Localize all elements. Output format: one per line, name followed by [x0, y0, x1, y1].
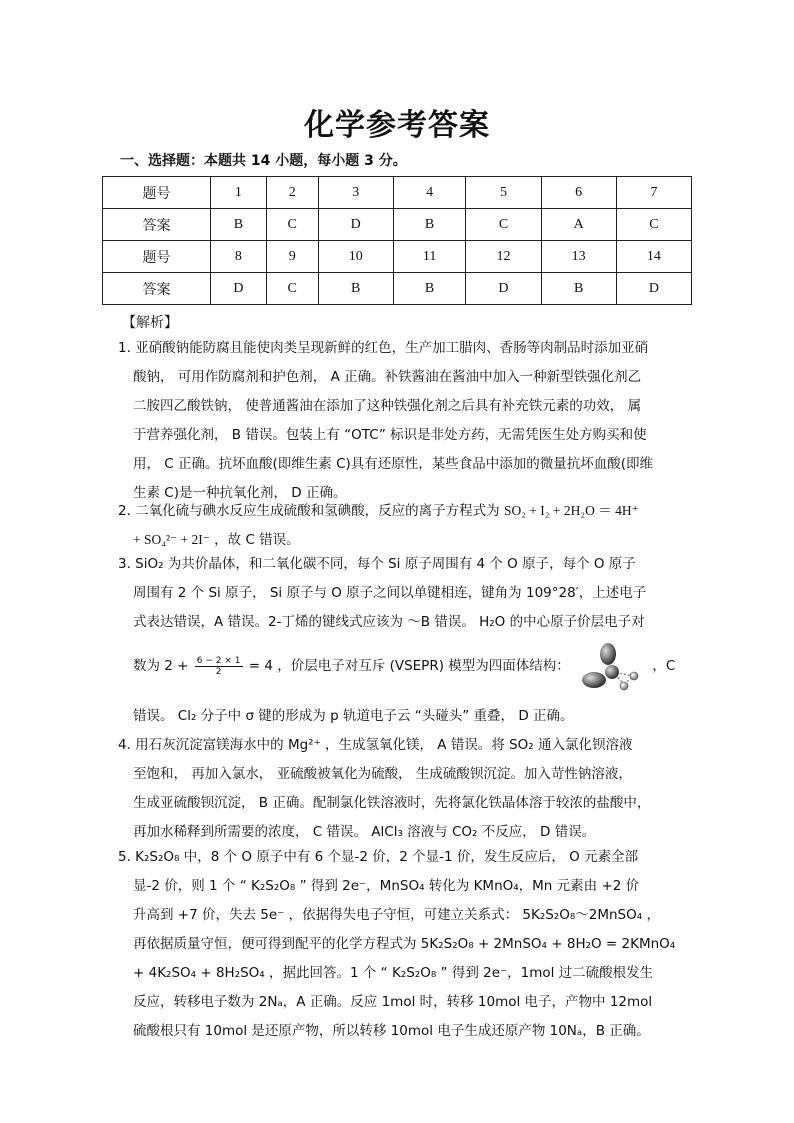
- table-cell: 13: [541, 241, 616, 273]
- text-line: 升高到 +7 价，失去 5e⁻ ，依据得失电子守恒，可建立关系式： 5K₂S₂O₈～2MnSO₄ ，: [133, 907, 660, 923]
- table-cell: 5: [466, 177, 541, 209]
- table-cell: 12: [466, 241, 541, 273]
- text-line: 显-2 价，则 1 个 “ K₂S₂O₈ ” 得到 2e⁻，MnSO₄ 转化为 KMnO₄，Mn 元素由 +2 价: [133, 878, 640, 894]
- table-cell: 9: [266, 241, 318, 273]
- equation: + SO₄²⁻ + 2I⁻: [133, 532, 210, 547]
- water-tetrahedral-model-icon: [578, 642, 642, 698]
- question-3-explanation: [118, 550, 696, 637]
- text-line: 4. 用石灰沉淀富镁海水中的 Mg²⁺ ，生成氢氧化镁， A 错误。将 SO₂ 通入氯化钡溶液: [118, 737, 633, 753]
- row-header-cell: 题号: [103, 241, 211, 273]
- table-cell: 8: [211, 241, 267, 273]
- table-cell: 10: [318, 241, 393, 273]
- section-heading: 一、选择题：本题共 14 小题，每小题 3 分。: [120, 153, 407, 169]
- text-line: + 4K₂SO₄ + 8H₂SO₄ ，据此回答。1 个 “ K₂S₂O₈ ” 得到 2e⁻，1mol 过二硫酸根发生: [133, 965, 654, 981]
- text-line: 用， C 正确。抗坏血酸(即维生素 C)具有还原性，某些食品中添加的微量抗坏血酸(即维: [133, 456, 654, 472]
- analysis-heading: 【解析】: [122, 315, 178, 331]
- text-segment: 2. 二氧化硫与碘水反应生成硫酸和氢碘酸，反应的离子方程式为: [118, 503, 500, 519]
- text-segment: ，C: [652, 658, 676, 674]
- table-cell: C: [266, 273, 318, 305]
- text-line: [118, 496, 696, 525]
- text-line: 生素 C)是一种抗氧化剂， D 正确。: [133, 485, 347, 501]
- text-line: 生成亚硫酸钡沉淀， B 正确。配制氯化铁溶液时，先将氯化铁晶体溶于较浓的盐酸中，: [133, 795, 651, 811]
- table-cell: 3: [318, 177, 393, 209]
- text-line: 酸钠， 可用作防腐剂和护色剂， A 正确。补铁酱油在酱油中加入一种新型铁强化剂乙: [133, 369, 642, 385]
- text-line: 再加水稀释到所需要的浓度， C 错误。 AlCl₃ 溶液与 CO₂ 不反应， D 错误。: [133, 824, 596, 840]
- fraction-denominator: 2: [215, 666, 222, 677]
- table-cell: 1: [211, 177, 267, 209]
- equation: SO₂ + I₂ + 2H₂O ＝ 4H⁺: [503, 503, 639, 518]
- text-line: 反应，转移电子数为 2Nₐ，A 正确。反应 1mol 时，转移 10mol 电子，产物中 12mol: [133, 994, 653, 1010]
- table-cell: C: [466, 209, 541, 241]
- table-cell: 7: [616, 177, 691, 209]
- text-segment: ，故 C 错误。: [214, 532, 300, 548]
- table-cell: D: [211, 273, 267, 305]
- table-cell: C: [266, 209, 318, 241]
- table-cell: D: [616, 273, 691, 305]
- question-4-explanation: [118, 731, 696, 847]
- text-line: 至饱和， 再加入氯水， 亚硫酸被氧化为硫酸， 生成硫酸钡沉淀。加入苛性钠溶液，: [133, 766, 632, 782]
- table-cell: 4: [393, 177, 466, 209]
- table-cell: C: [616, 209, 691, 241]
- table-cell: B: [393, 209, 466, 241]
- table-cell: B: [211, 209, 267, 241]
- text-line: 硫酸根只有 10mol 是还原产物，所以转移 10mol 电子生成还原产物 10Nₐ，B 正确。: [133, 1023, 650, 1039]
- table-cell: 6: [541, 177, 616, 209]
- question-1-explanation: [118, 334, 696, 508]
- text-line: 二胺四乙酸铁钠， 使普通酱油在添加了这种铁强化剂之后具有补充铁元素的功效， 属: [133, 398, 642, 414]
- fraction: [195, 656, 243, 677]
- text-segment: 数为 2 +: [133, 658, 189, 674]
- text-line: 周围有 2 个 Si 原子， Si 原子与 O 原子之间以单键相连，键角为 109°28′，上述电子: [133, 585, 647, 601]
- row-header-cell: 答案: [103, 209, 211, 241]
- text-line: 5. K₂S₂O₈ 中，8 个 O 原子中有 6 个显-2 价，2 个显-1 价，发生反应后， O 元素全部: [118, 849, 639, 865]
- text-line: 错误。 Cl₂ 分子中 σ 键的形成为 p 轨道电子云 “头碰头” 重叠， D 正确。: [133, 708, 574, 724]
- row-header-cell: 题号: [103, 177, 211, 209]
- table-cell: 2: [266, 177, 318, 209]
- text-line: 式表达错误，A 错误。2-丁烯的键线式应该为 ～B 错误。 H₂O 的中心原子价层电子对: [133, 614, 645, 630]
- text-line: 再依据质量守恒，便可得到配平的化学方程式为 5K₂S₂O₈ + 2MnSO₄ + 8H₂O = 2KMnO₄: [133, 936, 676, 952]
- table-row: [103, 177, 692, 209]
- answer-table: [102, 176, 692, 305]
- question-2-explanation: [118, 496, 696, 554]
- table-cell: B: [393, 273, 466, 305]
- text-line: 1. 亚硝酸钠能防腐且能使肉类呈现新鲜的红色，生产加工腊肉、香肠等肉制品时添加亚硝: [118, 340, 649, 356]
- table-cell: D: [466, 273, 541, 305]
- table-cell: D: [318, 209, 393, 241]
- table-row: [103, 241, 692, 273]
- text-line: 3. SiO₂ 为共价晶体，和二氧化碳不同，每个 Si 原子周围有 4 个 O 原子，每个 O 原子: [118, 556, 636, 572]
- table-row: [103, 273, 692, 305]
- table-cell: B: [541, 273, 616, 305]
- table-cell: B: [318, 273, 393, 305]
- table-cell: 11: [393, 241, 466, 273]
- text-segment: = 4 ，价层电子对互斥 (VSEPR) 模型为四面体结构：: [248, 658, 570, 674]
- row-header-cell: 答案: [103, 273, 211, 305]
- fraction-numerator: 6 − 2 × 1: [196, 655, 241, 666]
- table-cell: 14: [616, 241, 691, 273]
- page-title: 化学参考答案: [304, 108, 490, 143]
- table-cell: A: [541, 209, 616, 241]
- text-line: 于营养强化剂， B 错误。包装上有 “OTC” 标识是非处方药，无需凭医生处方购买和使: [133, 427, 647, 443]
- question-5-explanation: [118, 843, 696, 1046]
- question-3-explanation-end: [118, 702, 696, 731]
- table-row: [103, 209, 692, 241]
